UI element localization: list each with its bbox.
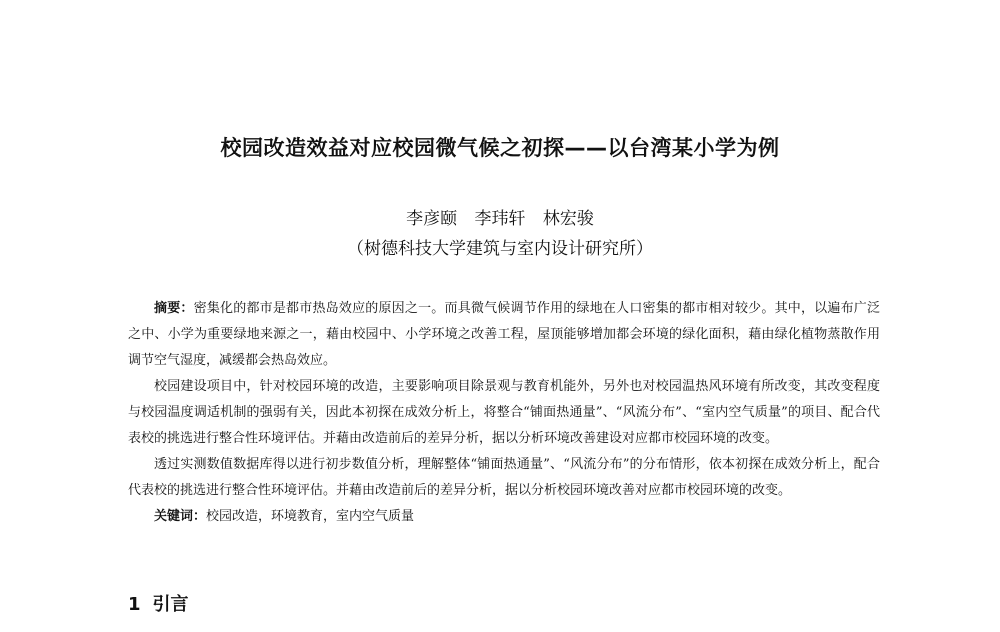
keywords-line	[128, 504, 880, 530]
abstract-label: 摘要：	[154, 301, 194, 316]
section-number: 1	[128, 594, 141, 615]
author-affiliation: （树德科技大学建筑与室内设计研究所）	[347, 239, 653, 259]
abstract-paragraph-3: 透过实测数值数据库得以进行初步数值分析，理解整体“铺面热通量”、“风流分布”的分布情形，依本初探在成效分析上，配合代表校的挑选进行整合性环境评估。并藉由改造前后的差异分析，据以分析校园环境改善对应都市校园环境的改变。	[128, 457, 880, 498]
section-heading-introduction	[128, 590, 189, 616]
abstract-paragraph-2: 校园建设项目中，针对校园环境的改造，主要影响项目除景观与教育机能外，另外也对校园温热风环境有所改变，其改变程度与校园温度调适机制的强弱有关，因此本初探在成效分析上，将整合“铺面热通量”、“风流分布”、“室内空气质量”的项目、配合代表校的挑选进行整合性环境评估。并藉由改造前后的差异分析，据以分析环境改善建设对应都市校园环境的改变。	[128, 379, 880, 446]
keywords-text: 校园改造，环境教育，室内空气质量	[206, 509, 415, 524]
keywords-label: 关键词：	[154, 509, 207, 524]
abstract-paragraph-1	[128, 296, 880, 374]
author-list: 李彦颐 李玮轩 林宏骏	[406, 209, 594, 229]
paper-title: 校园改造效益对应校园微气候之初探——以台湾某小学为例	[220, 136, 780, 160]
section-title: 引言	[152, 594, 189, 615]
abstract-block	[128, 296, 880, 530]
abstract-text-1: 密集化的都市是都市热岛效应的原因之一。而具微气候调节作用的绿地在人口密集的都市相对较少。其中，以遍布广泛之中、小学为重要绿地来源之一，藉由校园中、小学环境之改善工程，屋顶能够增加都会环境的绿化面积，藉由绿化植物蒸散作用调节空气湿度，减缓都会热岛效应。	[128, 301, 880, 368]
